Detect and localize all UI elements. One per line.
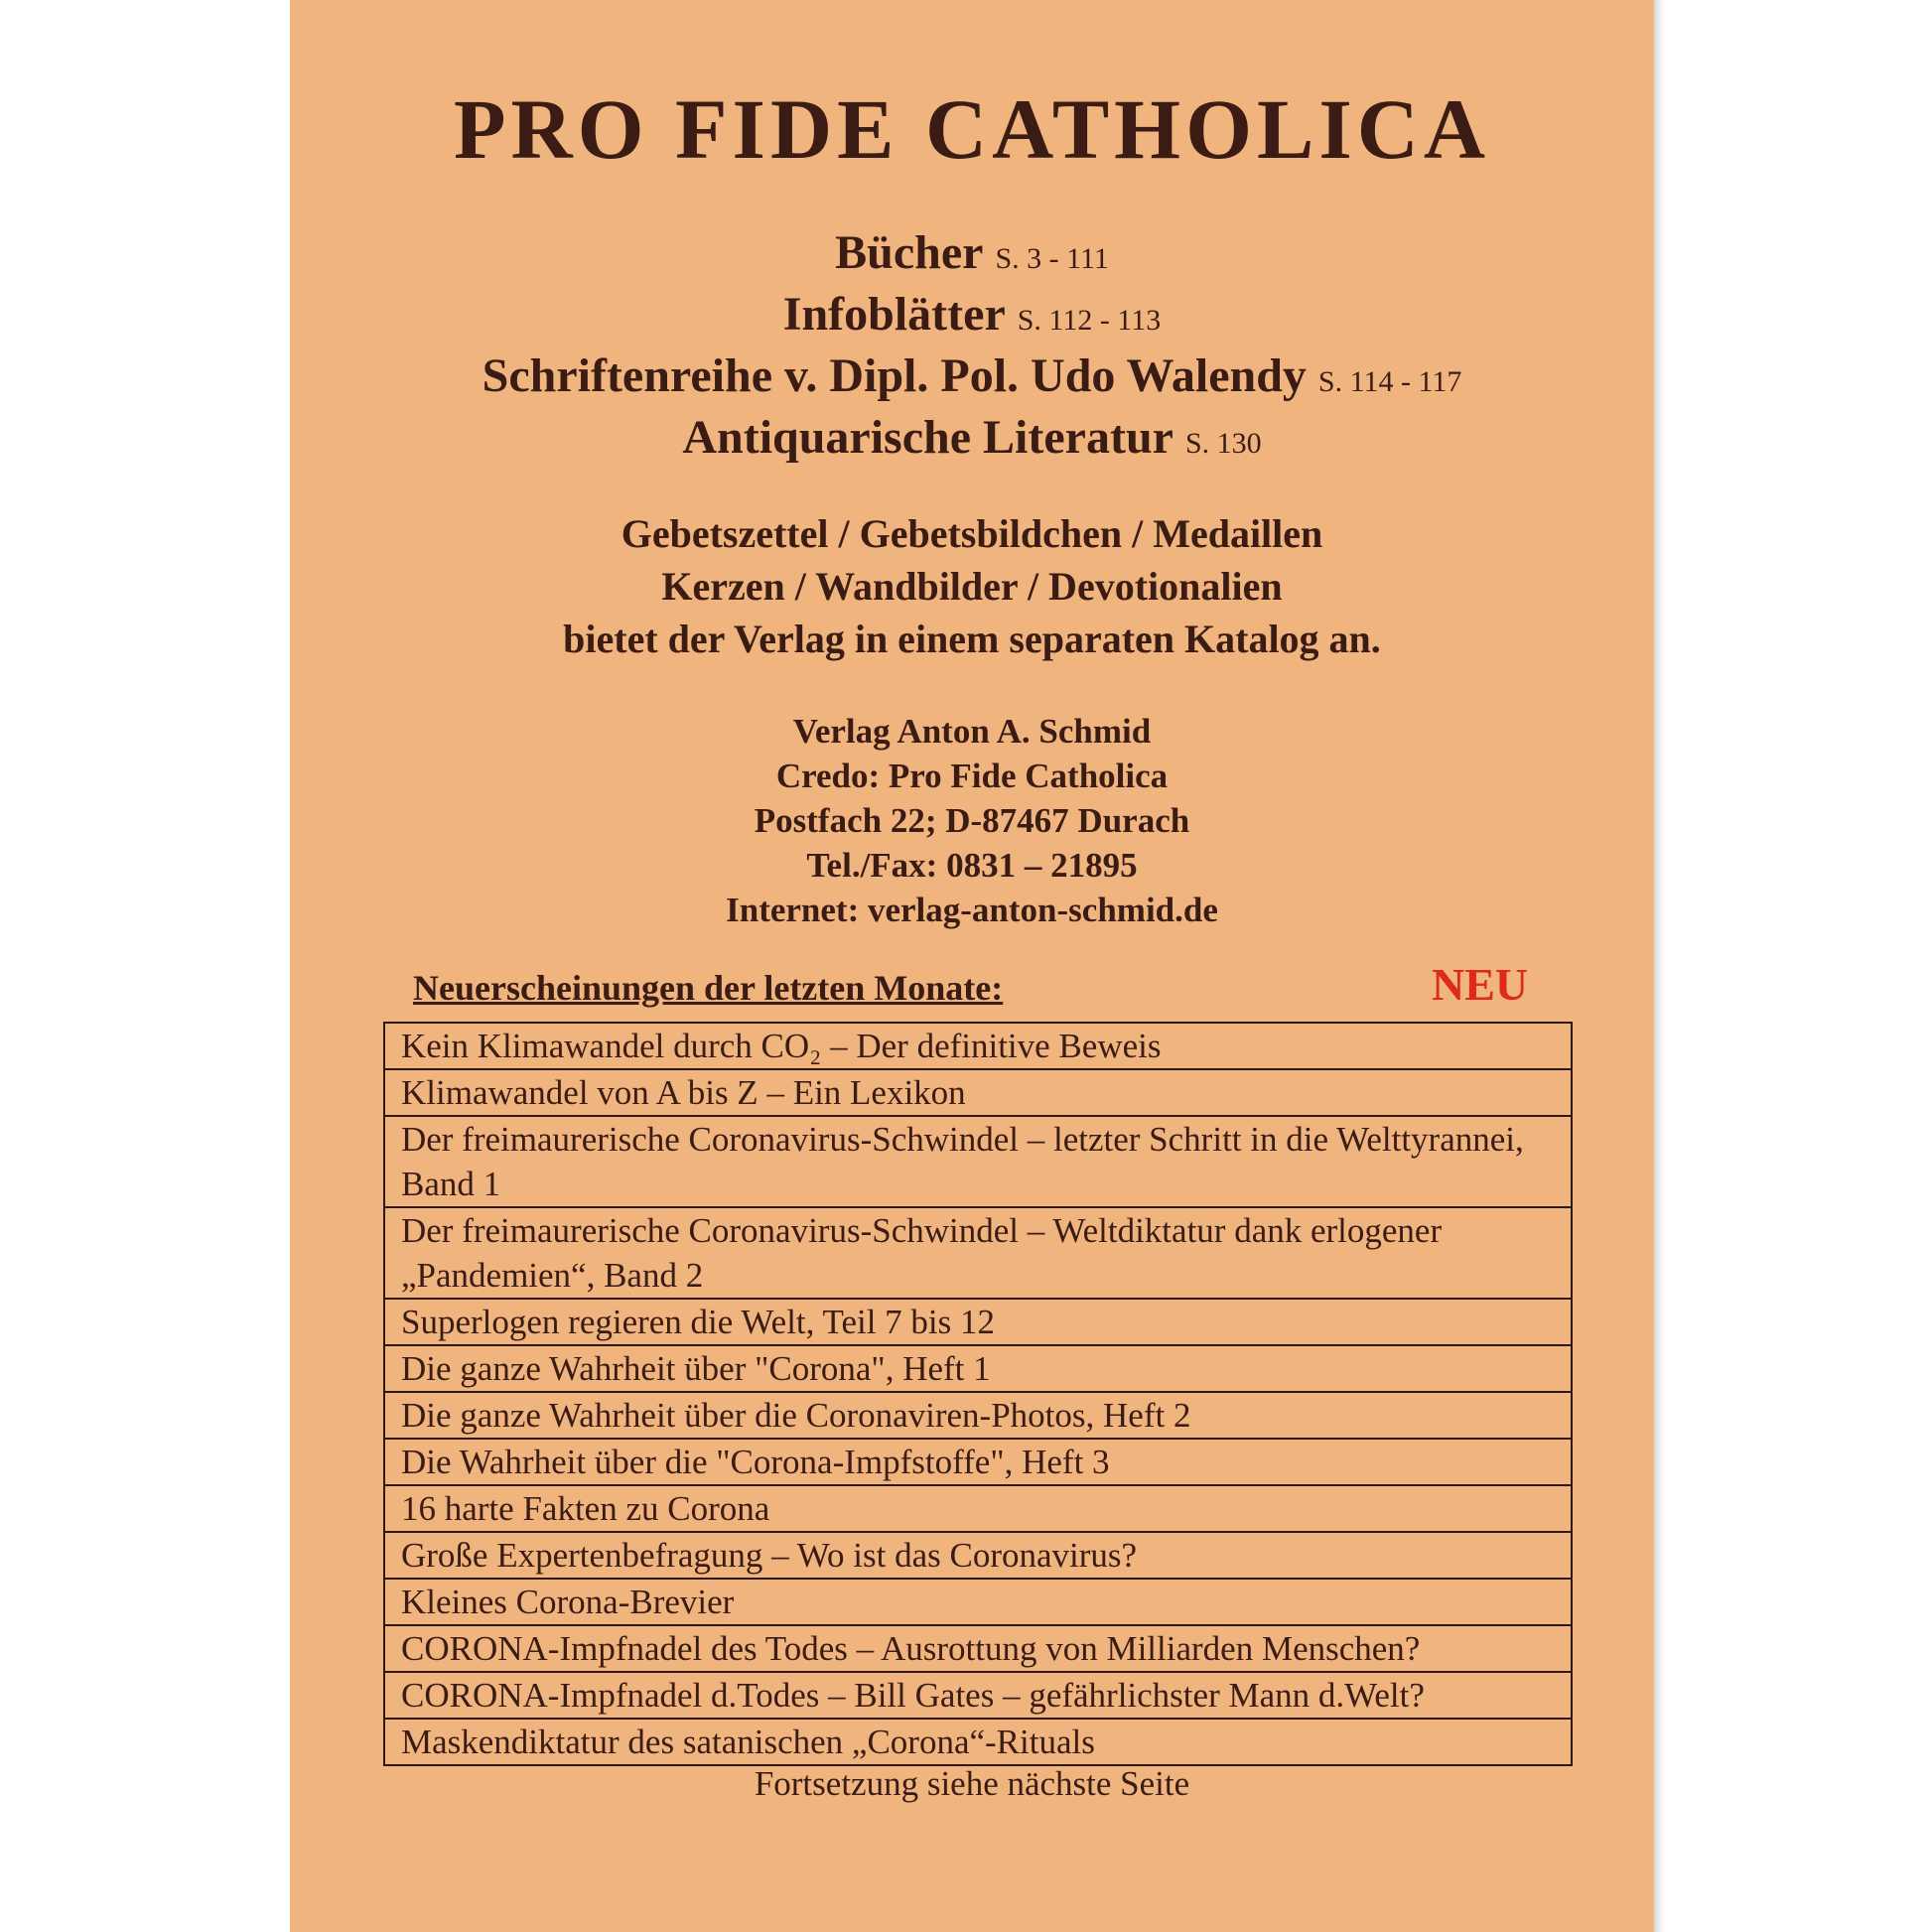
section-pages: S. 3 - 111 — [995, 242, 1109, 275]
page-edge — [1654, 0, 1664, 1932]
offer-line: Kerzen / Wandbilder / Devotionalien — [661, 564, 1283, 609]
book-title: 16 harte Fakten zu Corona — [384, 1485, 1572, 1532]
section-series — [290, 345, 1654, 413]
table-row — [384, 1532, 1572, 1579]
table-row — [384, 1672, 1572, 1719]
section-books — [290, 222, 1654, 290]
book-title: Maskendiktatur des satanischen „Corona“-Rituals — [384, 1719, 1572, 1765]
section-name: Antiquarische Literatur — [682, 411, 1173, 464]
book-title: Kleines Corona-Brevier — [384, 1579, 1572, 1625]
book-title: Große Expertenbefragung – Wo ist das Coronavirus? — [384, 1532, 1572, 1579]
table-row — [384, 1299, 1572, 1345]
book-title: Kein Klimawandel durch CO₂ – Der definitive Beweis — [384, 1023, 1572, 1069]
table-row — [384, 1069, 1572, 1116]
page-title: PRO FIDE CATHOLICA — [453, 81, 1491, 177]
table-row — [384, 1116, 1572, 1207]
book-title: Der freimaurerische Coronavirus-Schwindel – Weltdiktatur dank erlogener „Pandemien“, Band 2 — [384, 1207, 1572, 1299]
offer-line: bietet der Verlag in einem separaten Katalog an. — [563, 617, 1381, 661]
section-name: Schriftenreihe v. Dipl. Pol. Udo Walendy — [482, 349, 1307, 402]
section-pages: S. 112 - 113 — [1017, 304, 1162, 337]
section-name: Infoblätter — [782, 288, 1006, 341]
table-row — [384, 1207, 1572, 1299]
book-title: CORONA-Impfnadel d.Todes – Bill Gates – gefährlichster Mann d.Welt? — [384, 1672, 1572, 1719]
book-title: Die ganze Wahrheit über die Coronaviren-Photos, Heft 2 — [384, 1392, 1572, 1439]
section-infosheets — [290, 284, 1654, 351]
table-row — [384, 1392, 1572, 1439]
new-releases-table — [383, 1022, 1573, 1766]
new-badge: NEU — [1432, 959, 1529, 1010]
book-title: Die Wahrheit über die "Corona-Impfstoffe", Heft 3 — [384, 1439, 1572, 1485]
table-row — [384, 1439, 1572, 1485]
publisher-internet: Internet: verlag-anton-schmid.de — [726, 891, 1218, 929]
continuation-note: Fortsetzung siehe nächste Seite — [754, 1764, 1190, 1803]
publisher-phone: Tel./Fax: 0831 – 21895 — [806, 846, 1138, 885]
section-pages: S. 130 — [1184, 427, 1262, 460]
section-pages: S. 114 - 117 — [1317, 365, 1462, 398]
publisher-address: Postfach 22; D-87467 Durach — [754, 801, 1190, 840]
book-title: Klimawandel von A bis Z – Ein Lexikon — [384, 1069, 1572, 1116]
book-title: CORONA-Impfnadel des Todes – Ausrottung von Milliarden Menschen? — [384, 1625, 1572, 1672]
offer-line: Gebetszettel / Gebetsbildchen / Medaillen — [621, 511, 1323, 556]
section-antiquarian — [290, 407, 1654, 475]
publisher-name: Verlag Anton A. Schmid — [792, 712, 1152, 751]
table-row — [384, 1023, 1572, 1069]
book-title: Superlogen regieren die Welt, Teil 7 bis 12 — [384, 1299, 1572, 1345]
book-title: Der freimaurerische Coronavirus-Schwindel – letzter Schritt in die Welttyrannei, Band 1 — [384, 1116, 1572, 1207]
publisher-credo: Credo: Pro Fide Catholica — [775, 757, 1169, 795]
section-name: Bücher — [835, 226, 984, 279]
table-row — [384, 1625, 1572, 1672]
table-row — [384, 1485, 1572, 1532]
table-row — [384, 1579, 1572, 1625]
table-row — [384, 1345, 1572, 1392]
table-row — [384, 1719, 1572, 1765]
new-releases-heading: Neuerscheinungen der letzten Monate: — [413, 968, 1004, 1008]
book-title: Die ganze Wahrheit über "Corona", Heft 1 — [384, 1345, 1572, 1392]
